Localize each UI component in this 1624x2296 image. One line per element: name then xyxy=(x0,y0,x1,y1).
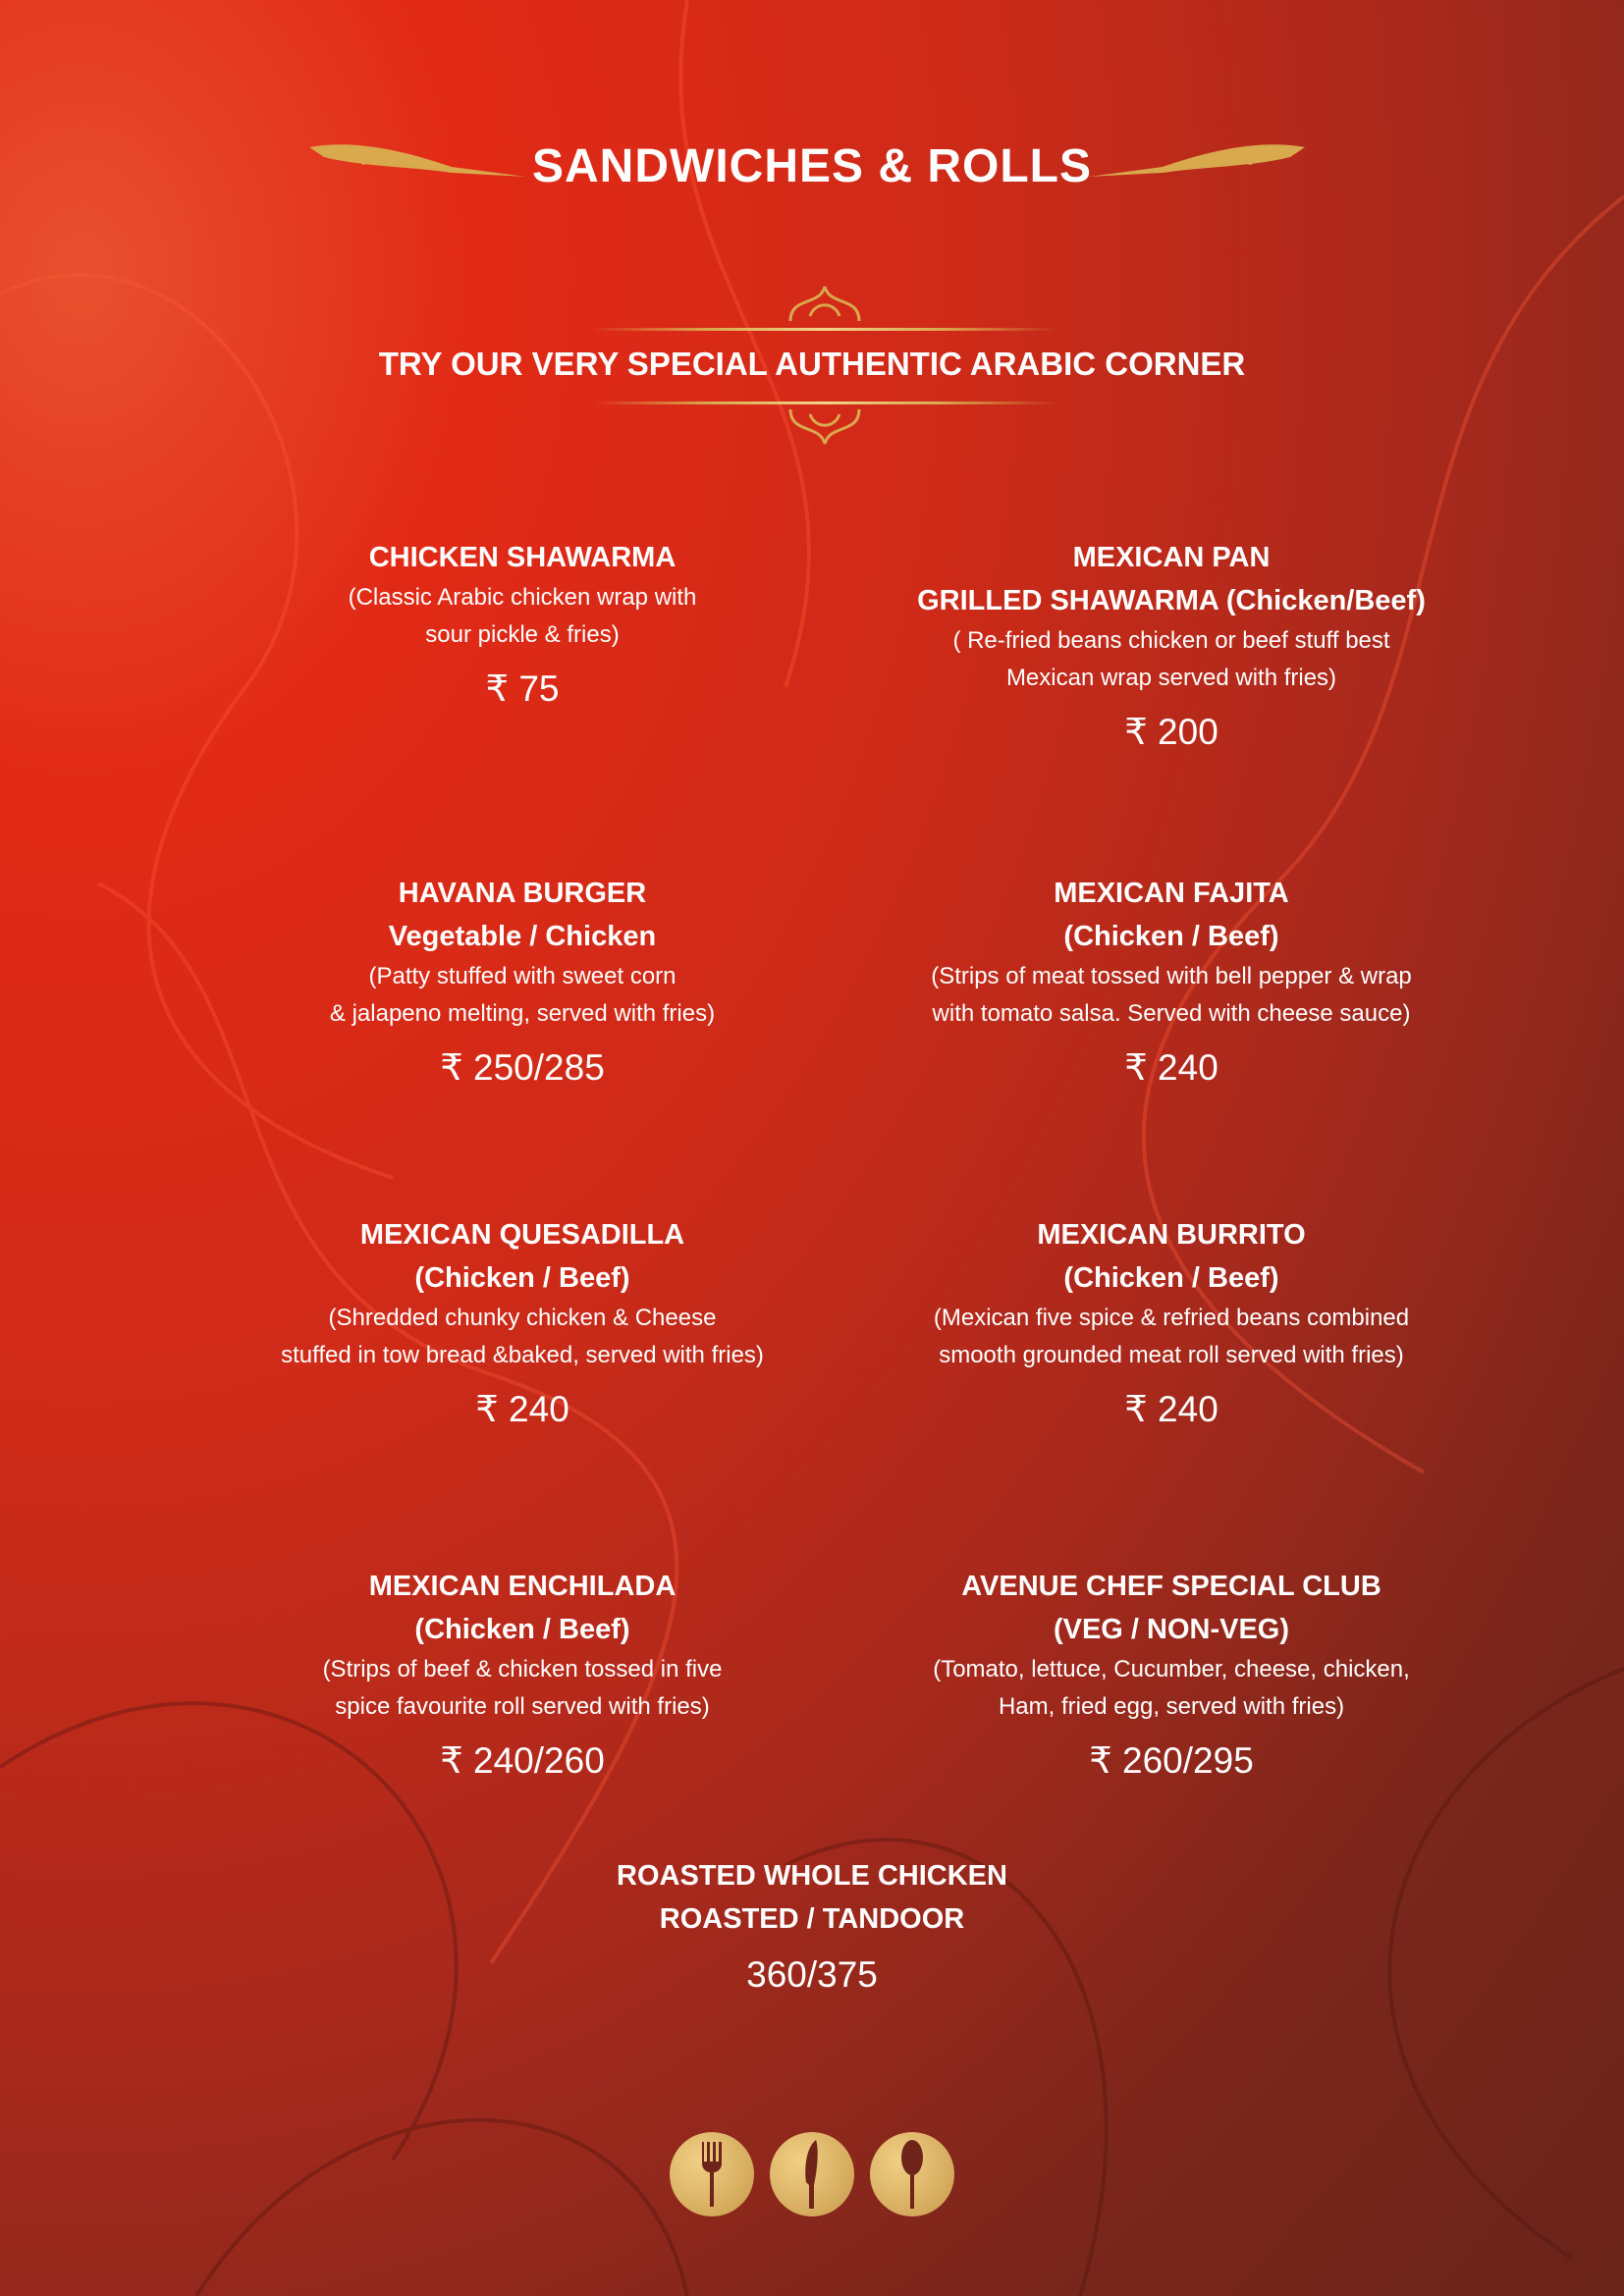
item-description: (Strips of beef & chicken tossed in five xyxy=(322,1656,723,1682)
cutlery-icons xyxy=(0,2132,1624,2216)
item-name: CHICKEN SHAWARMA xyxy=(368,542,677,573)
menu-item xyxy=(208,536,837,710)
menu-item xyxy=(857,1213,1486,1430)
item-description: (Strips of meat tossed with bell pepper & wrap xyxy=(931,963,1412,989)
item-price: 360/375 xyxy=(746,1954,878,1995)
item-description: Mexican wrap served with fries) xyxy=(1005,665,1337,691)
item-name: (VEG / NON-VEG) xyxy=(1053,1614,1290,1645)
bottom-flourish xyxy=(781,404,869,454)
item-name: ROASTED / TANDOOR xyxy=(659,1903,965,1935)
page-title: SANDWICHES & ROLLS xyxy=(532,140,1092,192)
item-description: spice favourite roll served with fries) xyxy=(335,1693,710,1720)
item-price: ₹ 240 xyxy=(1124,1389,1218,1429)
spoon-icon xyxy=(870,2132,954,2216)
menu-item xyxy=(208,1565,837,1782)
item-name: ROASTED WHOLE CHICKEN xyxy=(617,1860,1007,1892)
knife-icon xyxy=(770,2132,854,2216)
item-name: Vegetable / Chicken xyxy=(388,921,657,952)
item-name: AVENUE CHEF SPECIAL CLUB xyxy=(961,1571,1381,1602)
menu-item xyxy=(498,1854,1126,1996)
item-description: ( Re-fried beans chicken or beef stuff best xyxy=(952,627,1390,654)
menu-item xyxy=(857,1565,1486,1782)
item-price: ₹ 240 xyxy=(1124,1047,1218,1088)
item-price: ₹ 240 xyxy=(475,1389,569,1429)
menu-item xyxy=(857,536,1486,753)
menu-item xyxy=(208,1213,837,1430)
right-ornament xyxy=(1084,137,1310,187)
item-description: (Tomato, lettuce, Cucumber, cheese, chicken, xyxy=(933,1656,1410,1682)
menu-item xyxy=(857,872,1486,1089)
item-name: (Chicken / Beef) xyxy=(414,1614,630,1645)
item-name: GRILLED SHAWARMA (Chicken/Beef) xyxy=(917,585,1426,616)
item-description: with tomato salsa. Served with cheese sauce) xyxy=(932,1000,1411,1027)
item-price: ₹ 200 xyxy=(1124,712,1218,752)
item-description: stuffed in tow bread &baked, served with fries) xyxy=(281,1342,764,1368)
item-name: (Chicken / Beef) xyxy=(414,1262,630,1294)
item-description: (Mexican five spice & refried beans combined xyxy=(933,1305,1410,1331)
item-price: ₹ 75 xyxy=(485,668,560,709)
menu-item xyxy=(208,872,837,1089)
item-description: (Shredded chunky chicken & Cheese xyxy=(328,1305,717,1331)
item-name: HAVANA BURGER xyxy=(398,878,647,909)
item-description: smooth grounded meat roll served with fries) xyxy=(939,1342,1404,1368)
subtitle-top-divider xyxy=(593,328,1056,331)
item-name: MEXICAN FAJITA xyxy=(1054,878,1289,909)
item-name: MEXICAN QUESADILLA xyxy=(359,1219,685,1251)
item-price: ₹ 250/285 xyxy=(440,1047,605,1088)
item-name: MEXICAN ENCHILADA xyxy=(368,1571,677,1602)
item-description: (Classic Arabic chicken wrap with xyxy=(348,584,697,611)
item-name: MEXICAN PAN xyxy=(1072,542,1271,573)
top-flourish xyxy=(781,277,869,326)
item-description: & jalapeno melting, served with fries) xyxy=(329,1000,716,1027)
subtitle: TRY OUR VERY SPECIAL AUTHENTIC ARABIC CORNER xyxy=(378,346,1246,382)
item-name: (Chicken / Beef) xyxy=(1063,1262,1279,1294)
item-description: sour pickle & fries) xyxy=(425,621,620,648)
item-name: MEXICAN BURRITO xyxy=(1037,1219,1306,1251)
item-description: (Patty stuffed with sweet corn xyxy=(368,963,677,989)
item-price: ₹ 260/295 xyxy=(1089,1740,1254,1781)
item-price: ₹ 240/260 xyxy=(440,1740,605,1781)
fork-icon xyxy=(670,2132,754,2216)
item-description: Ham, fried egg, served with fries) xyxy=(998,1693,1345,1720)
item-name: (Chicken / Beef) xyxy=(1063,921,1279,952)
